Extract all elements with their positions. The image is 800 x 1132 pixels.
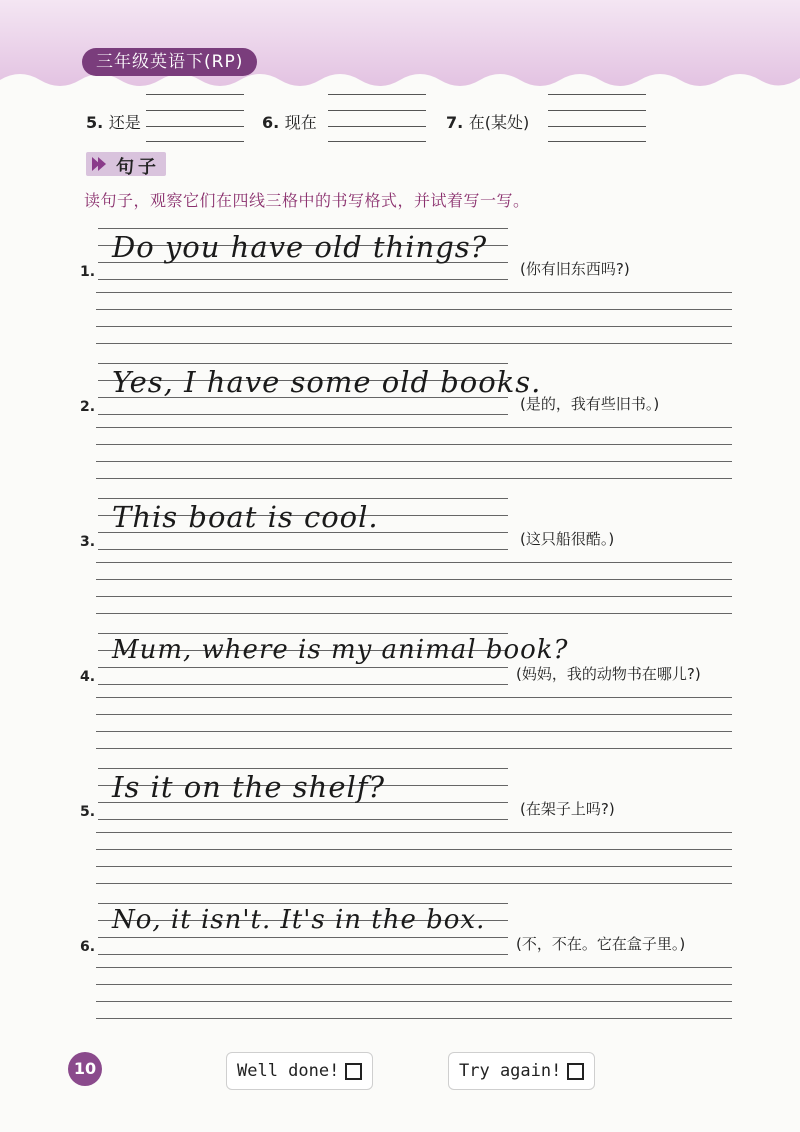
model-sentence-lines xyxy=(98,228,508,280)
practice-lines[interactable] xyxy=(96,427,732,479)
english-sentence: Yes, I have some old books. xyxy=(112,365,542,399)
sentence-exercise xyxy=(0,897,800,1027)
vocab-answer-lines[interactable] xyxy=(548,94,646,142)
practice-lines[interactable] xyxy=(96,292,732,344)
vocab-number: 5. xyxy=(86,113,104,132)
vocab-number: 6. xyxy=(262,113,280,132)
vocab-answer-lines[interactable] xyxy=(328,94,426,142)
english-sentence: No, it isn't. It's in the box. xyxy=(112,905,486,935)
book-title-badge: 三年级英语下(RP) xyxy=(82,48,257,76)
vocab-chinese: 还是 xyxy=(108,113,141,132)
chinese-translation: (这只船很酷。) xyxy=(520,530,615,548)
try-again-checkbox[interactable] xyxy=(567,1063,584,1080)
chinese-translation: (你有旧东西吗?) xyxy=(520,260,630,278)
sentence-exercise xyxy=(0,492,800,622)
practice-lines[interactable] xyxy=(96,562,732,614)
sentence-exercise xyxy=(0,627,800,757)
vocab-answer-lines[interactable] xyxy=(146,94,244,142)
try-again-badge xyxy=(448,1052,595,1090)
well-done-badge xyxy=(226,1052,373,1090)
practice-lines[interactable] xyxy=(96,967,732,1019)
vocab-chinese: 在(某处) xyxy=(468,113,530,132)
practice-lines[interactable] xyxy=(96,697,732,749)
sentence-exercise xyxy=(0,222,800,352)
model-sentence-lines xyxy=(98,633,569,685)
model-sentence-lines xyxy=(98,363,542,415)
model-sentence-lines xyxy=(98,903,508,955)
section-heading xyxy=(86,152,166,176)
vocab-chinese: 现在 xyxy=(284,113,317,132)
sentence-number: 6. xyxy=(80,939,96,955)
model-sentence-lines xyxy=(98,768,508,820)
arrow-icon xyxy=(98,157,106,171)
try-again-label: Try again! xyxy=(459,1061,562,1081)
practice-lines[interactable] xyxy=(96,832,732,884)
sentence-number: 2. xyxy=(80,399,96,415)
vocab-row xyxy=(0,86,800,146)
sentence-exercise xyxy=(0,357,800,487)
sentence-number: 5. xyxy=(80,804,96,820)
english-sentence: Mum, where is my animal book? xyxy=(112,635,569,665)
page-number: 10 xyxy=(68,1052,102,1086)
sentence-number: 1. xyxy=(80,264,96,280)
instruction-text: 读句子，观察它们在四线三格中的书写格式，并试着写一写。 xyxy=(84,191,530,210)
english-sentence: Do you have old things? xyxy=(112,230,488,264)
chinese-translation: (不，不在。它在盒子里。) xyxy=(516,935,686,953)
chinese-translation: (是的，我有些旧书。) xyxy=(520,395,660,413)
english-sentence: This boat is cool. xyxy=(112,500,379,534)
english-sentence: Is it on the shelf? xyxy=(112,770,386,804)
chinese-translation: (妈妈，我的动物书在哪儿?) xyxy=(516,665,701,683)
well-done-label: Well done! xyxy=(237,1061,340,1081)
vocab-item xyxy=(446,110,529,133)
section-title: 句子 xyxy=(116,157,160,178)
chinese-translation: (在架子上吗?) xyxy=(520,800,615,818)
well-done-checkbox[interactable] xyxy=(345,1063,362,1080)
vocab-number: 7. xyxy=(446,113,464,132)
vocab-item xyxy=(262,110,317,133)
vocab-item xyxy=(86,110,141,133)
sentence-number: 3. xyxy=(80,534,96,550)
model-sentence-lines xyxy=(98,498,508,550)
sentence-exercise xyxy=(0,762,800,892)
sentence-number: 4. xyxy=(80,669,96,685)
